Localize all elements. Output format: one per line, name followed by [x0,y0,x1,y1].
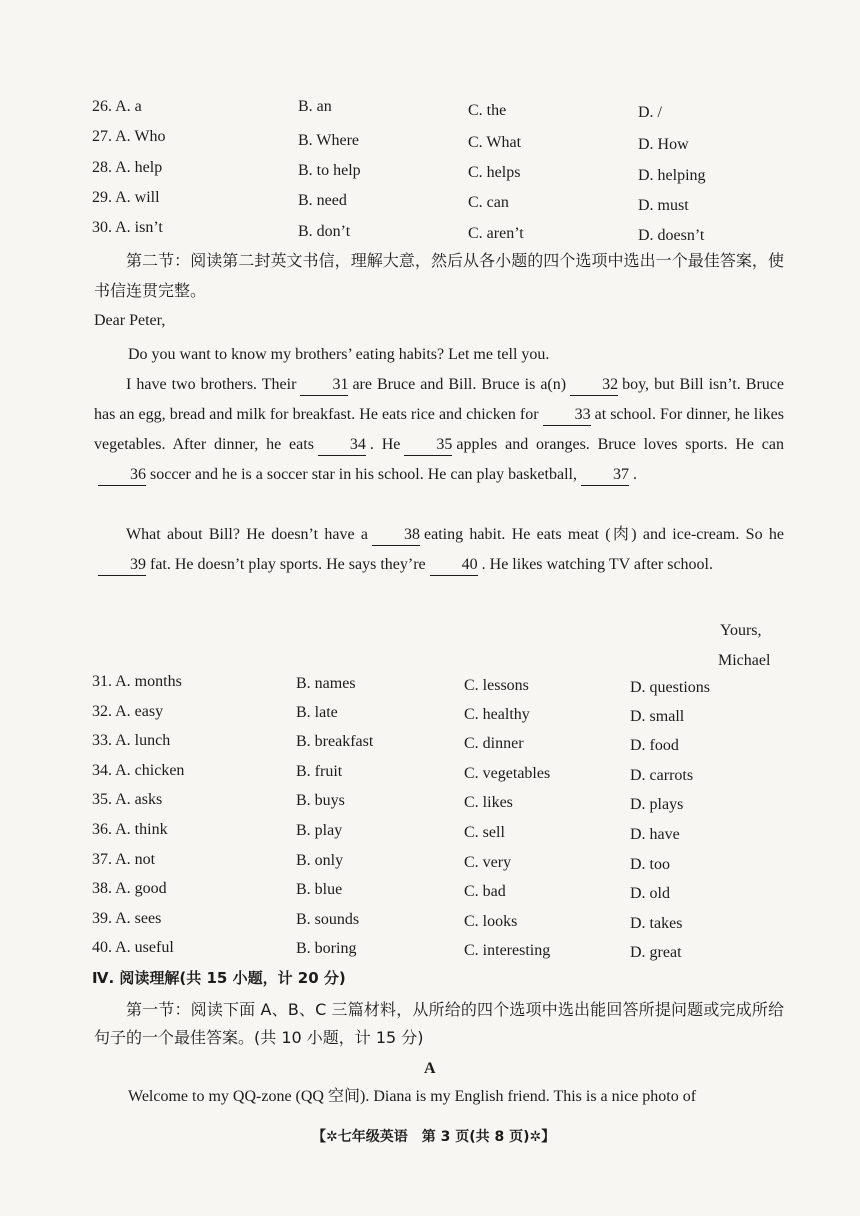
text: . He [369,436,401,453]
option-b: B. don’t [298,223,351,240]
text: at school. For dinner, he likes vegetables. After dinner, he eats [94,406,784,453]
option-d: D. small [630,708,685,725]
options-row-40 [0,935,860,961]
option-a: 40. A. useful [92,939,174,956]
blank-31: 31 [300,375,348,396]
option-d: D. / [638,104,662,121]
option-c: C. very [464,854,512,871]
option-a: 33. A. lunch [92,732,171,749]
options-row-31 [0,669,860,695]
letter-closing: Yours, [720,622,762,639]
option-a: 30. A. isn’t [92,219,163,236]
options-row-29 [0,185,860,214]
letter-greeting: Dear Peter, [94,312,166,329]
option-c: C. bad [464,883,506,900]
option-c: C. helps [468,164,521,181]
option-c: C. lessons [464,677,529,694]
option-d: D. food [630,737,679,754]
option-b: B. names [296,675,356,692]
text: fat. He doesn’t play sports. He says they’re [150,556,426,573]
letter-paragraph-2 [94,370,784,490]
option-a: 35. A. asks [92,791,163,808]
letter-paragraph-1: Do you want to know my brothers’ eating habits? Let me tell you. [128,346,550,363]
option-b: B. play [296,822,343,839]
option-d: D. carrots [630,767,694,784]
option-a: 32. A. easy [92,703,164,720]
option-b: B. sounds [296,911,360,928]
option-c: C. vegetables [464,765,551,782]
option-b: B. breakfast [296,733,374,750]
option-a: 26. A. a [92,98,142,115]
options-row-38 [0,876,860,902]
option-a: 38. A. good [92,880,167,897]
option-c: C. the [468,102,507,119]
text: eating habit. He eats meat (肉) and ice-cream. So he [423,526,784,543]
option-a: 36. A. think [92,821,168,838]
option-c: C. aren’t [468,225,524,242]
options-row-26 [0,94,860,120]
option-a: 28. A. help [92,159,163,176]
option-c: C. can [468,194,509,211]
option-b: B. late [296,704,338,721]
blank-38: 38 [372,525,420,546]
option-b: B. only [296,852,344,869]
options-row-30 [0,215,860,244]
letter-paragraph-3 [94,520,784,580]
option-a: 39. A. sees [92,910,162,927]
options-row-39 [0,906,860,932]
option-d: D. helping [638,167,706,184]
option-b: B. boring [296,940,357,957]
blank-40: 40 [430,555,478,576]
option-c: C. sell [464,824,505,841]
option-d: D. plays [630,796,684,813]
section4-heading: Ⅳ. 阅读理解(共 15 小题，计 20 分) [92,969,346,987]
option-a: 37. A. not [92,851,156,868]
option-a: 34. A. chicken [92,762,185,779]
option-b: B. buys [296,792,345,809]
options-row-36 [0,817,860,843]
options-row-37 [0,847,860,873]
text: apples and oranges. Bruce loves sports. He can [456,436,784,453]
option-d: D. have [630,826,680,843]
option-d: D. old [630,885,670,902]
option-b: B. to help [298,162,361,179]
text: I have two brothers. Their [126,376,297,393]
text: What about Bill? He doesn’t have a [126,526,368,543]
option-d: D. doesn’t [638,227,705,244]
options-row-32 [0,699,860,725]
blank-39: 39 [98,555,146,576]
option-a: 31. A. months [92,673,182,690]
blank-32: 32 [570,375,618,396]
option-d: D. must [638,197,689,214]
option-d: D. great [630,944,682,961]
options-row-28 [0,155,860,184]
blank-36: 36 [98,465,146,486]
text: . [632,466,637,483]
section2-instruction: 第二节：阅读第二封英文书信，理解大意，然后从各小题的四个选项中选出一个最佳答案，使书信连贯完整。 [94,251,784,300]
option-c: C. likes [464,794,513,811]
option-c: C. looks [464,913,518,930]
text: boy, but Bill isn’t. Bruce has an egg, bread and milk for breakfast. He eats rice and chicken for [94,376,784,423]
option-b: B. an [298,98,332,115]
option-b: B. Where [298,132,360,149]
blank-37: 37 [581,465,629,486]
letter-signature: Michael [718,652,771,669]
option-d: D. takes [630,915,683,932]
text: . He likes watching TV after school. [481,556,713,573]
option-d: D. How [638,136,689,153]
option-b: B. need [298,192,347,209]
blank-35: 35 [404,435,452,456]
option-a: 29. A. will [92,189,160,206]
blank-33: 33 [543,405,591,426]
section4-instruction: 第一节：阅读下面 A、B、C 三篇材料，从所给的四个选项中选出能回答所提问题或完成所给句子的一个最佳答案。(共 10 小题，计 15 分) [94,1000,784,1047]
text: are Bruce and Bill. Bruce is a(n) [352,376,567,393]
option-c: C. interesting [464,942,551,959]
options-row-27 [0,124,860,153]
option-b: B. fruit [296,763,343,780]
passage-label: A [424,1060,436,1077]
option-c: C. healthy [464,706,530,723]
option-b: B. blue [296,881,343,898]
options-row-33 [0,728,860,754]
text: soccer and he is a soccer star in his school. He can play basketball, [150,466,577,483]
option-d: D. too [630,856,670,873]
blank-34: 34 [318,435,366,456]
passage-first-line: Welcome to my QQ-zone (QQ 空间). Diana is my English friend. This is a nice photo of [128,1088,697,1105]
option-c: C. dinner [464,735,524,752]
option-a: 27. A. Who [92,128,166,145]
page-footer: 【✲七年级英语 第 3 页(共 8 页)✲】 [312,1129,556,1145]
options-row-34 [0,758,860,784]
option-c: C. What [468,134,522,151]
option-d: D. questions [630,679,710,696]
options-row-35 [0,787,860,813]
